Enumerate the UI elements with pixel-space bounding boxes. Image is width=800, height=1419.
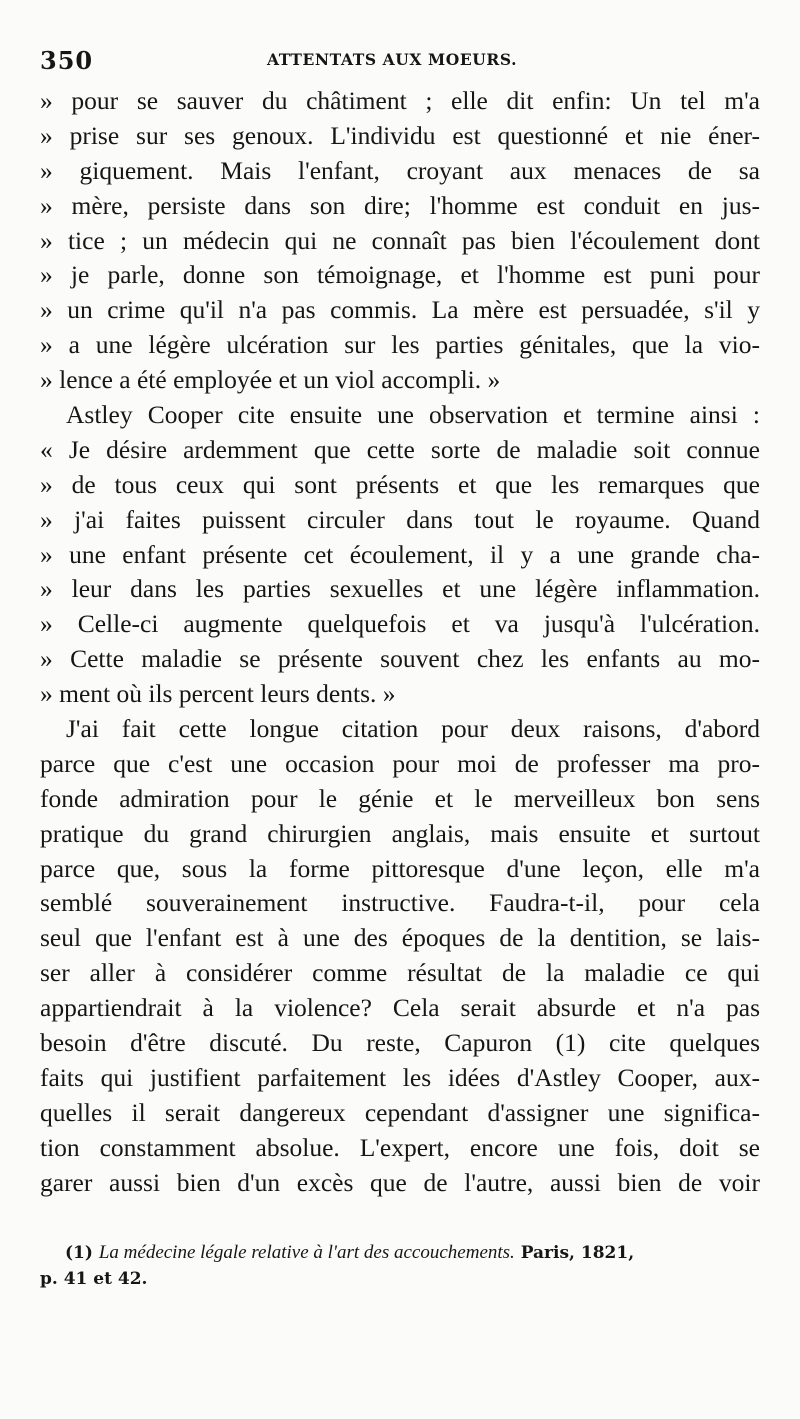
text-line: » leur dans les parties sexuelles et une légère inflammation. (40, 574, 760, 604)
text-line: faits qui justifient parfaitement les idées d'Astley Cooper, aux- (40, 1062, 760, 1092)
text-line: » de tous ceux qui sont présents et que les remarques que (40, 469, 760, 499)
text-line: » pour se sauver du châtiment ; elle dit enfin: Un tel m'a (40, 86, 760, 115)
page-number: 350 (40, 46, 94, 75)
text-line: » giquement. Mais l'enfant, croyant aux menaces de sa (40, 155, 760, 185)
text-line: tion constamment absolue. L'expert, encore une fois, doit se (40, 1132, 760, 1162)
text-line: » mère, persiste dans son dire; l'homme est conduit en jus- (40, 190, 760, 220)
text-line: » tice ; un médecin qui ne connaît pas bien l'écoulement dont (40, 225, 760, 255)
text-line: » Celle-ci augmente quelquefois et va jusqu'à l'ulcération. (40, 609, 760, 639)
text-line: » prise sur ses genoux. L'individu est questionné et nie éner- (40, 120, 760, 150)
footnote-place-year: Paris, 1821, (520, 1243, 635, 1263)
text-line: semblé souverainement instructive. Faudra-t-il, pour cela (40, 888, 760, 918)
text-line: garer aussi bien d'un excès que de l'autre, aussi bien de voir (40, 1167, 760, 1197)
text-line: « Je désire ardemment que cette sorte de maladie soit connue (40, 434, 760, 464)
text-line: » lence a été employée et un viol accompli. » (40, 365, 501, 395)
text-line: » Cette maladie se présente souvent chez les enfants au mo- (40, 644, 760, 674)
text-line: » ment où ils percent leurs dents. » (40, 679, 396, 709)
text-line: quelles il serait dangereux cependant d'assigner une significa- (40, 1097, 760, 1127)
text-line: ser aller à considérer comme résultat de la maladie ce qui (40, 958, 760, 988)
body-text (40, 84, 760, 1201)
text-line: pratique du grand chirurgien anglais, mais ensuite et surtout (40, 818, 760, 848)
footnote (40, 1240, 755, 1292)
text-line: seul que l'enfant est à une des époques de la dentition, se lais- (40, 923, 760, 953)
page-header (40, 46, 760, 76)
footnote-pages: p. 41 et 42. (40, 1269, 148, 1289)
paragraph-start-line: J'ai fait cette longue citation pour deux raisons, d'abord (66, 714, 760, 744)
text-line: appartiendrait à la violence? Cela serait absurde et n'a pas (40, 993, 760, 1023)
text-line: parce que, sous la forme pittoresque d'une leçon, elle m'a (40, 853, 760, 883)
text-line: » j'ai faites puissent circuler dans tout le royaume. Quand (40, 504, 760, 534)
footnote-cited-title: La médecine légale relative à l'art des accouchements. (98, 1242, 515, 1263)
text-line: » une enfant présente cet écoulement, il y a une grande cha- (40, 539, 760, 569)
footnote-line (40, 1240, 755, 1266)
paragraph-start-line: Astley Cooper cite ensuite une observation et termine ainsi : (66, 400, 760, 430)
footnote-marker: (1) (65, 1243, 93, 1263)
text-line: » a une légère ulcération sur les parties génitales, que la vio- (40, 330, 760, 360)
text-line: » je parle, donne son témoignage, et l'homme est puni pour (40, 260, 760, 290)
text-line: parce que c'est une occasion pour moi de professer ma pro- (40, 748, 760, 778)
text-line: fonde admiration pour le génie et le merveilleux bon sens (40, 783, 760, 813)
running-title: ATTENTATS AUX MOEURS. (267, 50, 518, 69)
text-line: besoin d'être discuté. Du reste, Capuron (1) cite quelques (40, 1028, 760, 1058)
text-line: » un crime qu'il n'a pas commis. La mère est persuadée, s'il y (40, 295, 760, 325)
